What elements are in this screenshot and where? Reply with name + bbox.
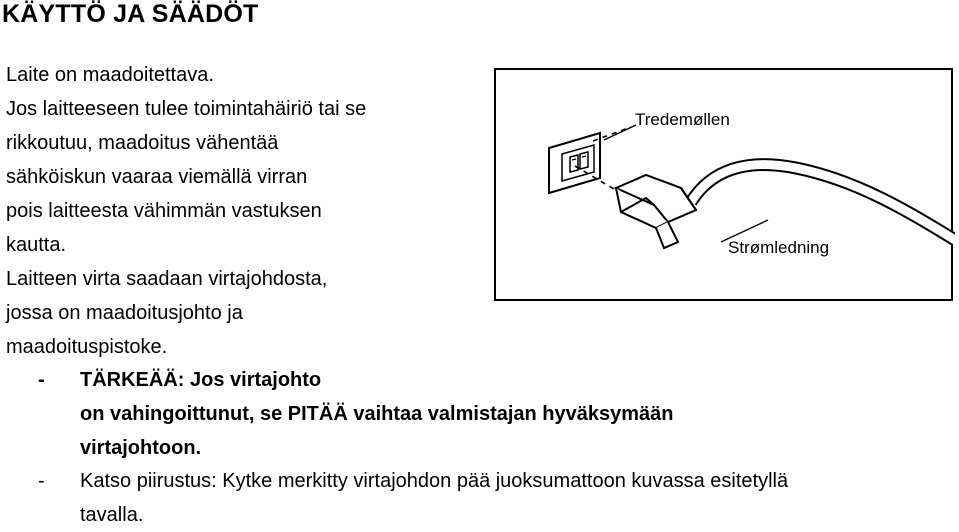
paragraph-line: rikkoutuu, maadoitus vähentää xyxy=(6,132,279,154)
paragraph-line: Jos laitteeseen tulee toimintahäiriö tai se xyxy=(6,98,367,120)
paragraph-line: Laite on maadoitettava. xyxy=(6,64,214,86)
bullet-line: tavalla. xyxy=(80,504,144,526)
cord-icon xyxy=(691,165,955,240)
paragraph-line: jossa on maadoitusjohto ja xyxy=(6,302,243,324)
power-cord-drawing xyxy=(496,70,955,303)
bullet-line: Katso piirustus: Kytke merkitty virtajohdon pää juoksumattoon kuvassa esitetyllä xyxy=(80,470,789,492)
bullet-text xyxy=(80,363,674,465)
paragraph-line: pois laitteesta vähimmän vastuksen xyxy=(6,200,322,222)
bullet-line: virtajohtoon. xyxy=(80,437,202,459)
page-title: KÄYTTÖ JA SÄÄDÖT xyxy=(2,0,259,28)
bullet-line: on vahingoittunut, se PITÄÄ vaihtaa valmistajan hyväksymään xyxy=(80,403,674,425)
socket-icon xyxy=(549,133,600,193)
bullet-line: TÄRKEÄÄ: Jos virtajohto xyxy=(80,369,322,391)
plug-icon xyxy=(616,175,696,248)
paragraph-line: kautta. xyxy=(6,234,67,256)
paragraph-line: Laitteen virta saadaan virtajohdosta, xyxy=(6,268,328,290)
bullet-dash: - xyxy=(38,369,45,391)
socket-label: Tredemøllen xyxy=(635,110,730,129)
intro-paragraph xyxy=(6,58,476,364)
cord-label: Strømledning xyxy=(728,238,830,257)
paragraph-line: sähköiskun vaaraa viemällä virran xyxy=(6,166,308,188)
socket-label-leader xyxy=(604,125,636,140)
power-cord-illustration xyxy=(494,68,953,301)
bullet-dash: - xyxy=(38,470,45,492)
paragraph-line: maadoituspistoke. xyxy=(6,336,168,358)
bullet-text xyxy=(80,464,788,532)
